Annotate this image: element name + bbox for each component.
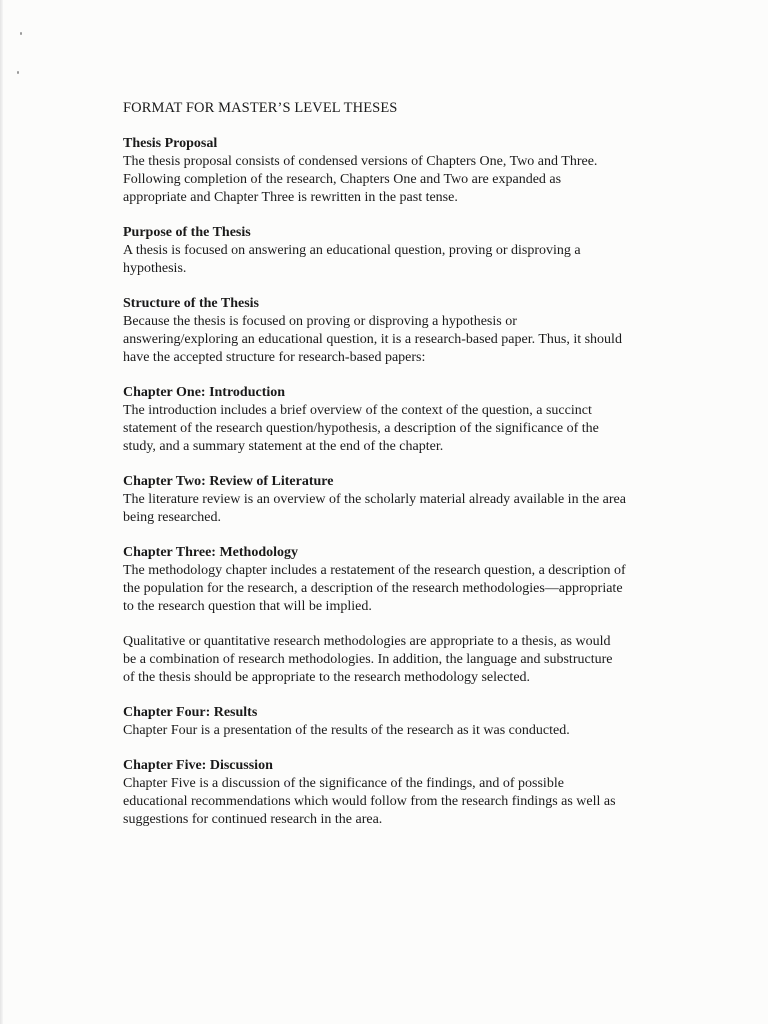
section-structure-of-thesis: [123, 295, 653, 367]
section-paragraph: Chapter Four is a presentation of the results of the research as it was conducted.: [123, 723, 570, 738]
section-paragraph: A thesis is focused on answering an educational question, proving or disproving a hypothesis.: [123, 243, 581, 276]
section-heading: Chapter One: Introduction: [123, 385, 286, 400]
section-paragraph: The literature review is an overview of the scholarly material already available in the area being researched.: [123, 492, 626, 525]
section-paragraph: The methodology chapter includes a restatement of the research question, a description of the population for the research, a description of the research methodologies—appropriate to the research question that will be implied.: [123, 563, 626, 614]
section-heading: Thesis Proposal: [123, 136, 218, 151]
section-paragraph: Qualitative or quantitative research methodologies are appropriate to a thesis, as would be a combination of research methodologies. In addition, the language and substructure of the thesis should be appropriate to the research methodology selected.: [123, 634, 613, 685]
section-heading: Structure of the Thesis: [123, 296, 259, 311]
section-heading: Chapter Two: Review of Literature: [123, 474, 334, 489]
page-left-edge: [0, 0, 3, 1024]
section-heading: Purpose of the Thesis: [123, 225, 251, 240]
section-chapter-five: [123, 757, 653, 829]
section-heading: Chapter Three: Methodology: [123, 545, 298, 560]
section-thesis-proposal: [123, 135, 653, 207]
section-chapter-three: [123, 544, 653, 687]
section-heading: Chapter Five: Discussion: [123, 758, 273, 773]
section-purpose-of-thesis: [123, 224, 653, 278]
scan-mark: [17, 71, 19, 74]
section-paragraph: Chapter Five is a discussion of the significance of the findings, and of possible educational recommendations which would follow from the research findings as well as suggestions for continued research in the area.: [123, 776, 616, 827]
document-body: [123, 99, 653, 846]
section-paragraph: The thesis proposal consists of condensed versions of Chapters One, Two and Three. Following completion of the research, Chapters One and Two are expanded as appropriate and Chapter Three is rewritten in the past tense.: [123, 154, 598, 205]
document-title: FORMAT FOR MASTER’S LEVEL THESES: [123, 100, 398, 116]
section-paragraph: Because the thesis is focused on proving or disproving a hypothesis or answering/exploring an educational question, it is a research-based paper. Thus, it should have the accepted structure for research-based papers:: [123, 314, 622, 365]
section-paragraph: The introduction includes a brief overview of the context of the question, a succinct statement of the research question/hypothesis, a description of the significance of the study, and a summary statement at the end of the chapter.: [123, 403, 599, 454]
section-chapter-two: [123, 473, 653, 527]
scan-mark: [20, 32, 22, 35]
section-chapter-one: [123, 384, 653, 456]
section-chapter-four: [123, 704, 653, 740]
section-heading: Chapter Four: Results: [123, 705, 258, 720]
